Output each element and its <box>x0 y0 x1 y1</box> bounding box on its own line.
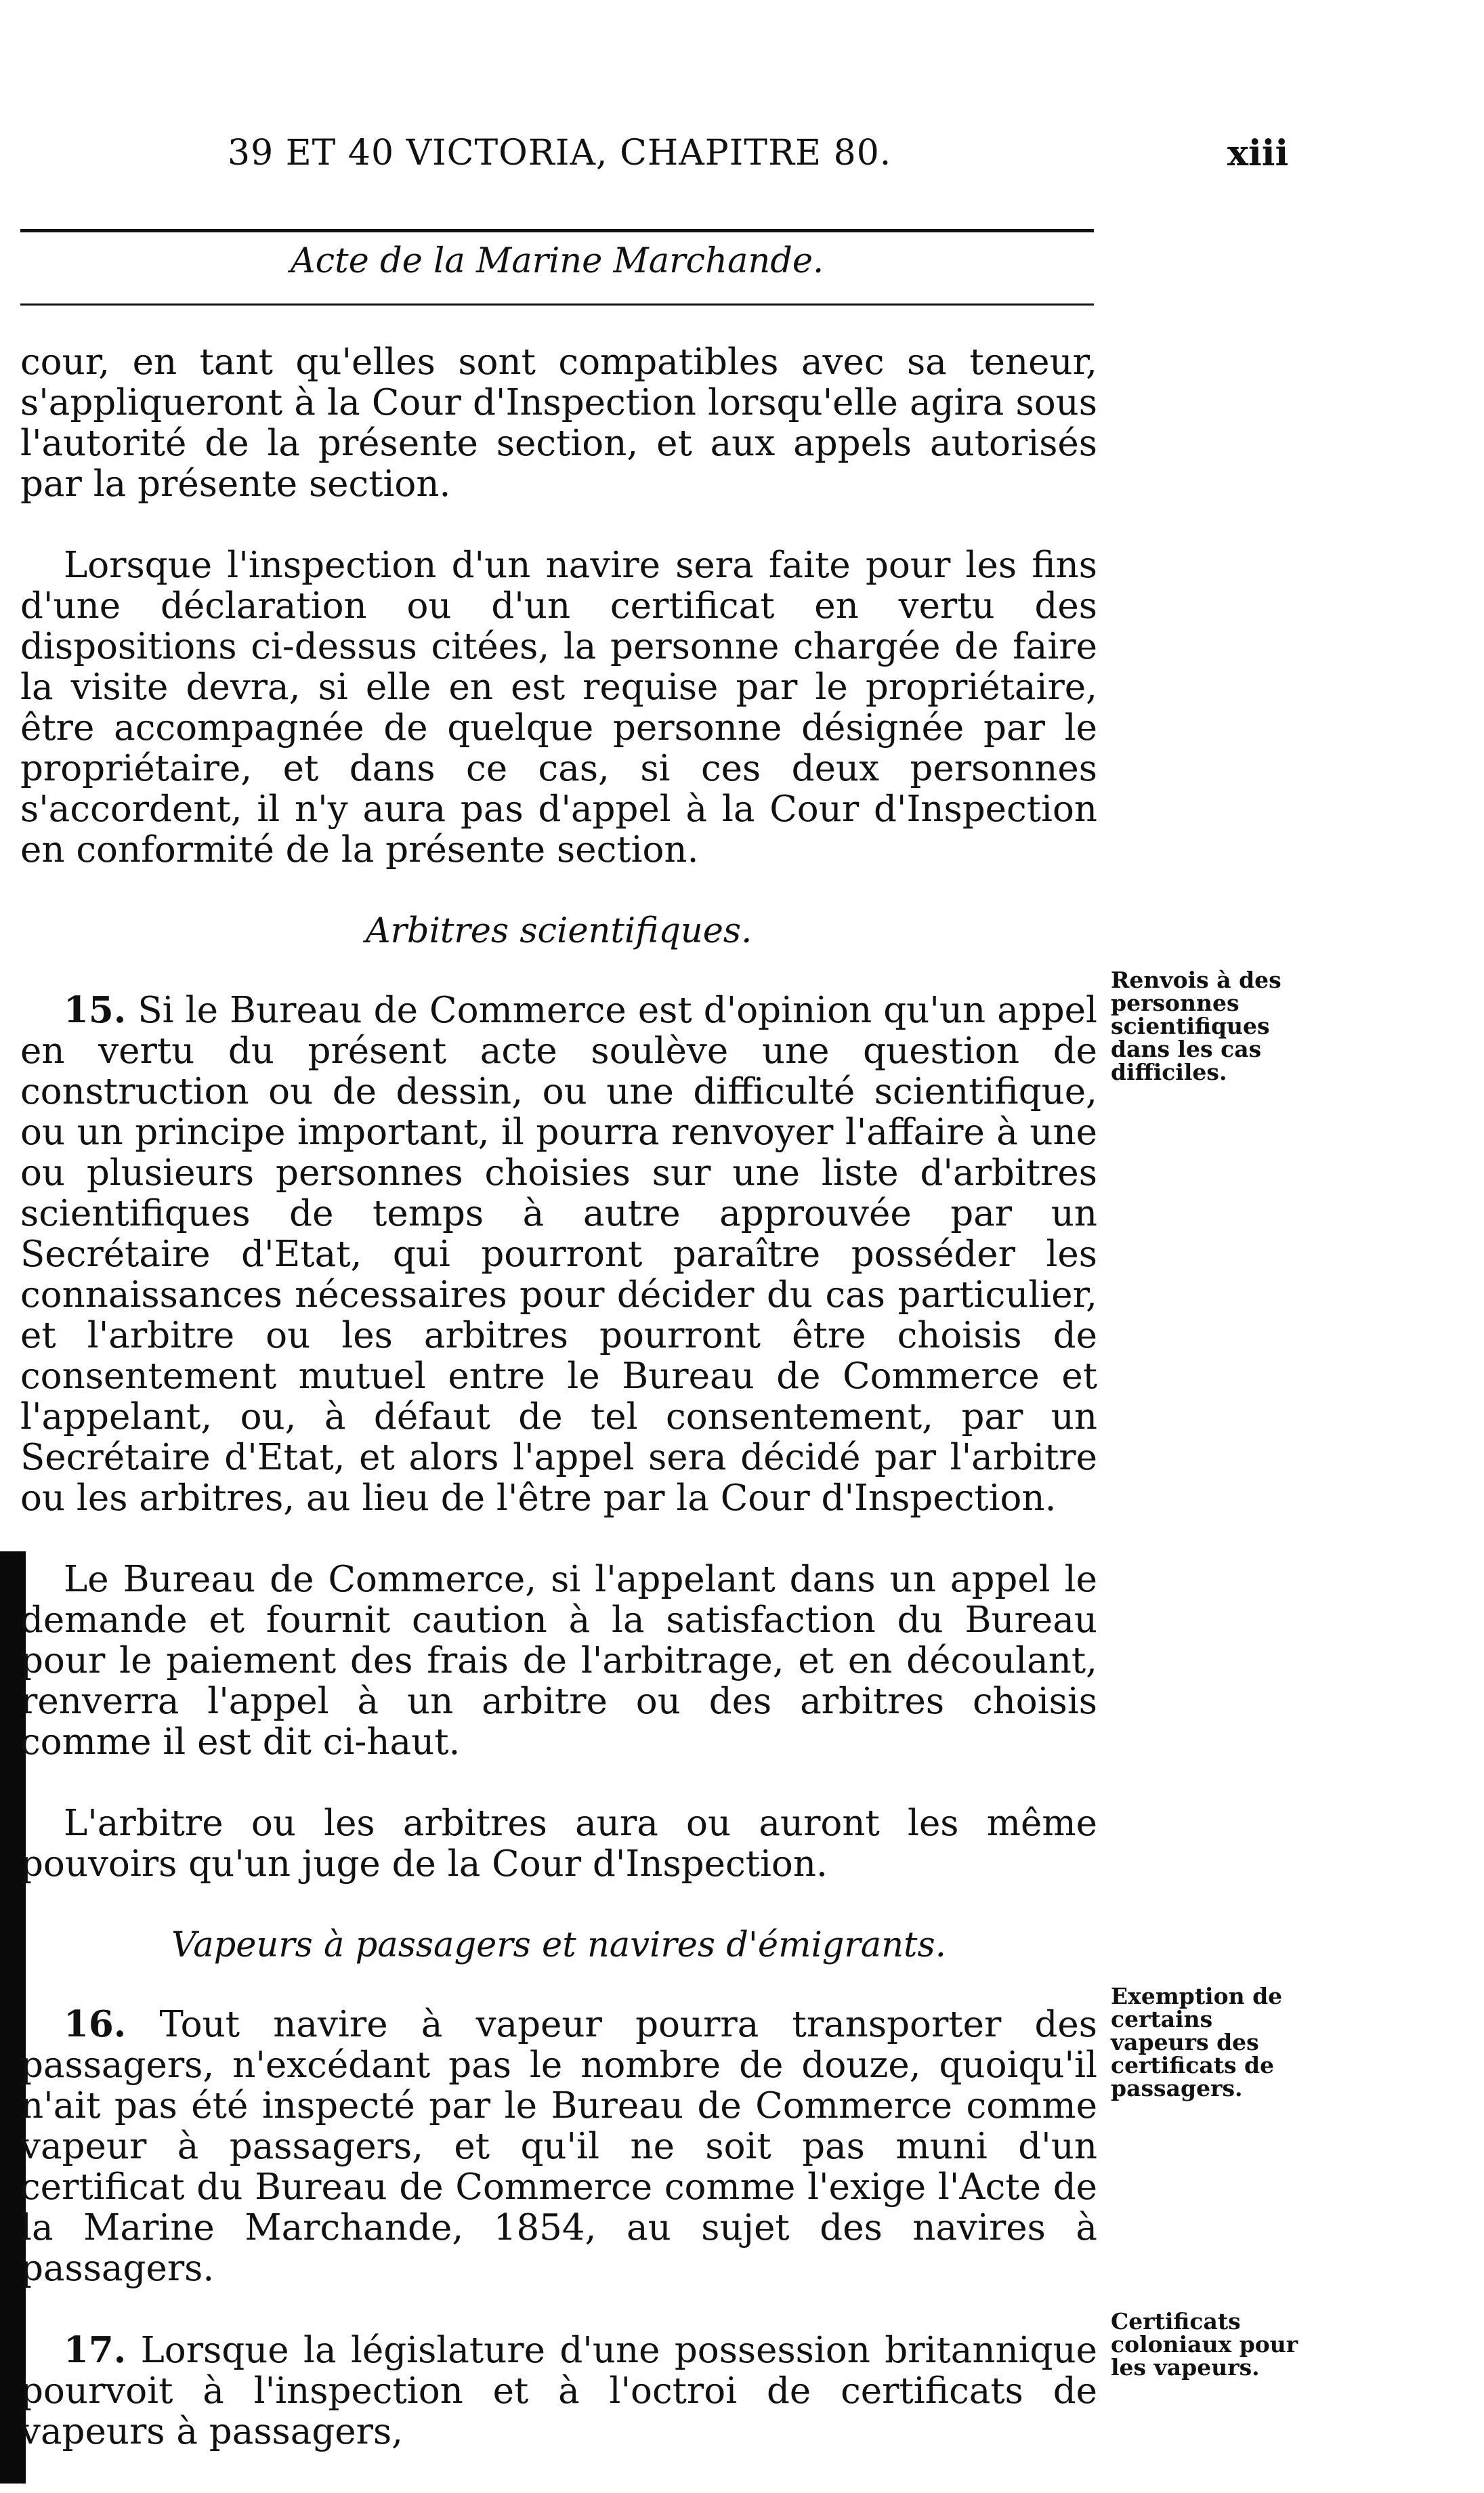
section-16-number: 16. <box>64 2003 127 2045</box>
header-rule <box>20 229 1094 232</box>
section-16-text: Tout navire à vapeur pourra transporter des passagers, n'excédant pas le nombre de douze, quoiqu'il n'ait pas été inspecté par le Bureau de Commerce comme vapeur à passagers, et qu'il ne soit pas muni d'un certificat du Bureau de Commerce comme l'exige l'Acte de la Marine Marchande, 1854, au sujet des navires à passagers. <box>20 2004 1097 2289</box>
section-15 <box>20 990 1097 1519</box>
section-15-number: 15. <box>64 989 127 1031</box>
main-column <box>20 342 1097 2493</box>
paragraph-inspection: Lorsque l'inspection d'un navire sera faite pour les fins d'une déclaration ou d'un certificat en vertu des dispositions ci-dessus citées, la personne chargée de faire la visite devra, si elle en est requise par le propriétaire, être accompagnée de quelque personne désignée par le propriétaire, et dans ce cas, si ces deux personnes s'accordent, il n'y aura pas d'appel à la Cour d'Inspection en conformité de la présente section. <box>20 545 1097 871</box>
section-17-text: Lorsque la législature d'une possession britannique pourvoit à l'inspection et à l'octroi de certificats de vapeurs à passagers, <box>20 2330 1097 2452</box>
paragraph-pouvoirs: L'arbitre ou les arbitres aura ou auront les même pouvoirs qu'un juge de la Cour d'Inspection. <box>20 1803 1097 1885</box>
subtitle-rule <box>20 303 1094 306</box>
running-head: 39 ET 40 VICTORIA, CHAPITRE 80. <box>228 133 892 173</box>
section-15-text: Si le Bureau de Commerce est d'opinion qu'un appel en vertu du présent acte soulève une question de construction ou de dessin, ou une difficulté scientifique, ou un principe important, il pourra renvoyer l'affaire à une ou plusieurs personnes choisies sur une liste d'arbitres scientifiques de temps à autre approuvée par un Secrétaire d'Etat, qui pourront paraître posséder les connaissances nécessaires pour décider du cas particulier, et l'arbitre ou les arbitres pourront être choisis de consentement mutuel entre le Bureau de Commerce et l'appelant, ou, à défaut de tel consentement, par un Secrétaire d'Etat, et alors l'appel sera décidé par l'arbitre ou les arbitres, au lieu de l'être par la Cour d'Inspection. <box>20 990 1097 1519</box>
section-16 <box>20 2004 1097 2289</box>
section-17 <box>20 2330 1097 2452</box>
act-title: Acte de la Marine Marchande. <box>290 241 824 281</box>
margin-note-16: Exemption de certains vapeurs des certificats de passagers. <box>1111 1983 1283 2101</box>
margin-note-15: Renvois à des personnes scientifiques dans les cas difficiles. <box>1111 967 1281 1085</box>
paragraph-caution: Le Bureau de Commerce, si l'appelant dans un appel le demande et fournit caution à la satisfaction du Bureau pour le paiement des frais de l'arbitrage, et en découlant, renverra l'appel à un arbitre ou des arbitres choisis comme il est dit ci-haut. <box>20 1559 1097 1763</box>
heading-arbitres: Arbitres scientifiques. <box>365 911 752 951</box>
section-17-number: 17. <box>64 2329 127 2371</box>
paragraph-continuation: cour, en tant qu'elles sont compatibles avec sa teneur, s'appliqueront à la Cour d'Inspection lorsqu'elle agira sous l'autorité de la présente section, et aux appels autorisés par la présente section. <box>20 341 1097 505</box>
page-number: xiii <box>1227 133 1289 174</box>
heading-vapeurs: Vapeurs à passagers et navires d'émigrants. <box>171 1925 946 1965</box>
margin-note-17: Certificats coloniaux pour les vapeurs. <box>1111 2308 1298 2381</box>
